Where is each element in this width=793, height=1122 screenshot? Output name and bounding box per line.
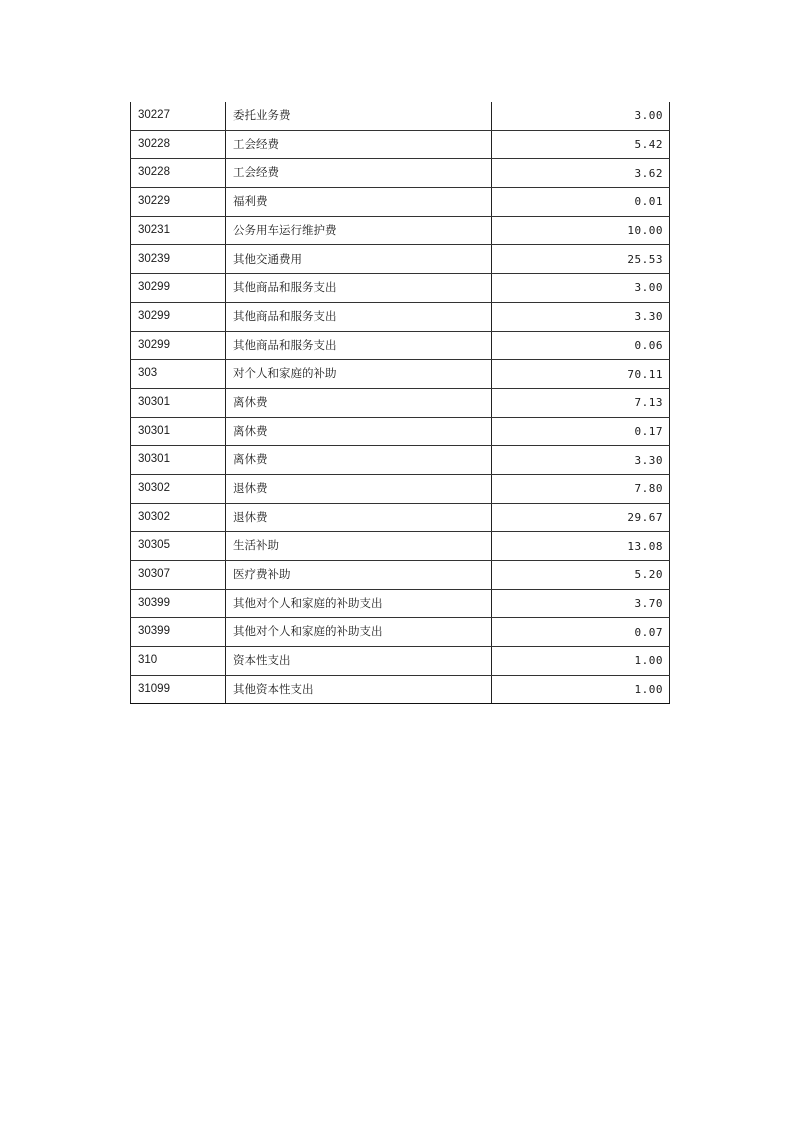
- amount-cell: 3.30: [492, 302, 670, 331]
- amount-cell: 13.08: [492, 532, 670, 561]
- account-code-cell: 30299: [131, 302, 226, 331]
- amount-cell: 5.42: [492, 130, 670, 159]
- table-row: [131, 245, 670, 274]
- account-name-cell: 退休费: [226, 474, 492, 503]
- account-code-cell: 30307: [131, 561, 226, 590]
- table-row: [131, 618, 670, 647]
- amount-cell: 3.00: [492, 102, 670, 130]
- table-row: [131, 561, 670, 590]
- account-code-cell: 30228: [131, 130, 226, 159]
- account-code-cell: 30299: [131, 331, 226, 360]
- amount-cell: 25.53: [492, 245, 670, 274]
- table-row: [131, 130, 670, 159]
- account-code-cell: 310: [131, 647, 226, 676]
- account-code-cell: 30301: [131, 446, 226, 475]
- table-row: [131, 417, 670, 446]
- account-code-cell: 30305: [131, 532, 226, 561]
- expenditure-table: [130, 102, 670, 704]
- amount-cell: 7.13: [492, 388, 670, 417]
- account-code-cell: 31099: [131, 675, 226, 704]
- account-code-cell: 30301: [131, 417, 226, 446]
- account-code-cell: 30299: [131, 274, 226, 303]
- table-row: [131, 532, 670, 561]
- account-name-cell: 其他对个人和家庭的补助支出: [226, 589, 492, 618]
- account-code-cell: 303: [131, 360, 226, 389]
- table-body: [131, 102, 670, 704]
- amount-cell: 5.20: [492, 561, 670, 590]
- account-name-cell: 其他商品和服务支出: [226, 331, 492, 360]
- account-name-cell: 其他商品和服务支出: [226, 274, 492, 303]
- account-name-cell: 其他交通费用: [226, 245, 492, 274]
- table-row: [131, 675, 670, 704]
- account-name-cell: 其他对个人和家庭的补助支出: [226, 618, 492, 647]
- table-row: [131, 302, 670, 331]
- expenditure-table-container: [130, 102, 669, 704]
- amount-cell: 1.00: [492, 647, 670, 676]
- table-row: [131, 188, 670, 217]
- table-row: [131, 474, 670, 503]
- table-row: [131, 331, 670, 360]
- account-name-cell: 福利费: [226, 188, 492, 217]
- account-code-cell: 30228: [131, 159, 226, 188]
- account-name-cell: 公务用车运行维护费: [226, 216, 492, 245]
- table-row: [131, 274, 670, 303]
- account-name-cell: 委托业务费: [226, 102, 492, 130]
- amount-cell: 10.00: [492, 216, 670, 245]
- account-code-cell: 30229: [131, 188, 226, 217]
- account-name-cell: 其他商品和服务支出: [226, 302, 492, 331]
- account-code-cell: 30302: [131, 503, 226, 532]
- account-name-cell: 离休费: [226, 388, 492, 417]
- table-row: [131, 360, 670, 389]
- account-code-cell: 30231: [131, 216, 226, 245]
- amount-cell: 1.00: [492, 675, 670, 704]
- amount-cell: 0.06: [492, 331, 670, 360]
- table-row: [131, 589, 670, 618]
- table-row: [131, 388, 670, 417]
- account-name-cell: 医疗费补助: [226, 561, 492, 590]
- account-name-cell: 退休费: [226, 503, 492, 532]
- amount-cell: 7.80: [492, 474, 670, 503]
- account-name-cell: 工会经费: [226, 159, 492, 188]
- table-row: [131, 446, 670, 475]
- amount-cell: 3.30: [492, 446, 670, 475]
- account-code-cell: 30301: [131, 388, 226, 417]
- account-code-cell: 30227: [131, 102, 226, 130]
- account-code-cell: 30239: [131, 245, 226, 274]
- amount-cell: 3.70: [492, 589, 670, 618]
- account-name-cell: 资本性支出: [226, 647, 492, 676]
- account-name-cell: 对个人和家庭的补助: [226, 360, 492, 389]
- account-code-cell: 30399: [131, 618, 226, 647]
- table-row: [131, 647, 670, 676]
- amount-cell: 0.17: [492, 417, 670, 446]
- account-name-cell: 生活补助: [226, 532, 492, 561]
- table-row: [131, 503, 670, 532]
- account-code-cell: 30399: [131, 589, 226, 618]
- account-name-cell: 工会经费: [226, 130, 492, 159]
- account-code-cell: 30302: [131, 474, 226, 503]
- amount-cell: 29.67: [492, 503, 670, 532]
- table-row: [131, 216, 670, 245]
- account-name-cell: 离休费: [226, 417, 492, 446]
- table-row: [131, 159, 670, 188]
- amount-cell: 3.00: [492, 274, 670, 303]
- account-name-cell: 其他资本性支出: [226, 675, 492, 704]
- account-name-cell: 离休费: [226, 446, 492, 475]
- amount-cell: 0.07: [492, 618, 670, 647]
- amount-cell: 70.11: [492, 360, 670, 389]
- amount-cell: 3.62: [492, 159, 670, 188]
- amount-cell: 0.01: [492, 188, 670, 217]
- table-row: [131, 102, 670, 130]
